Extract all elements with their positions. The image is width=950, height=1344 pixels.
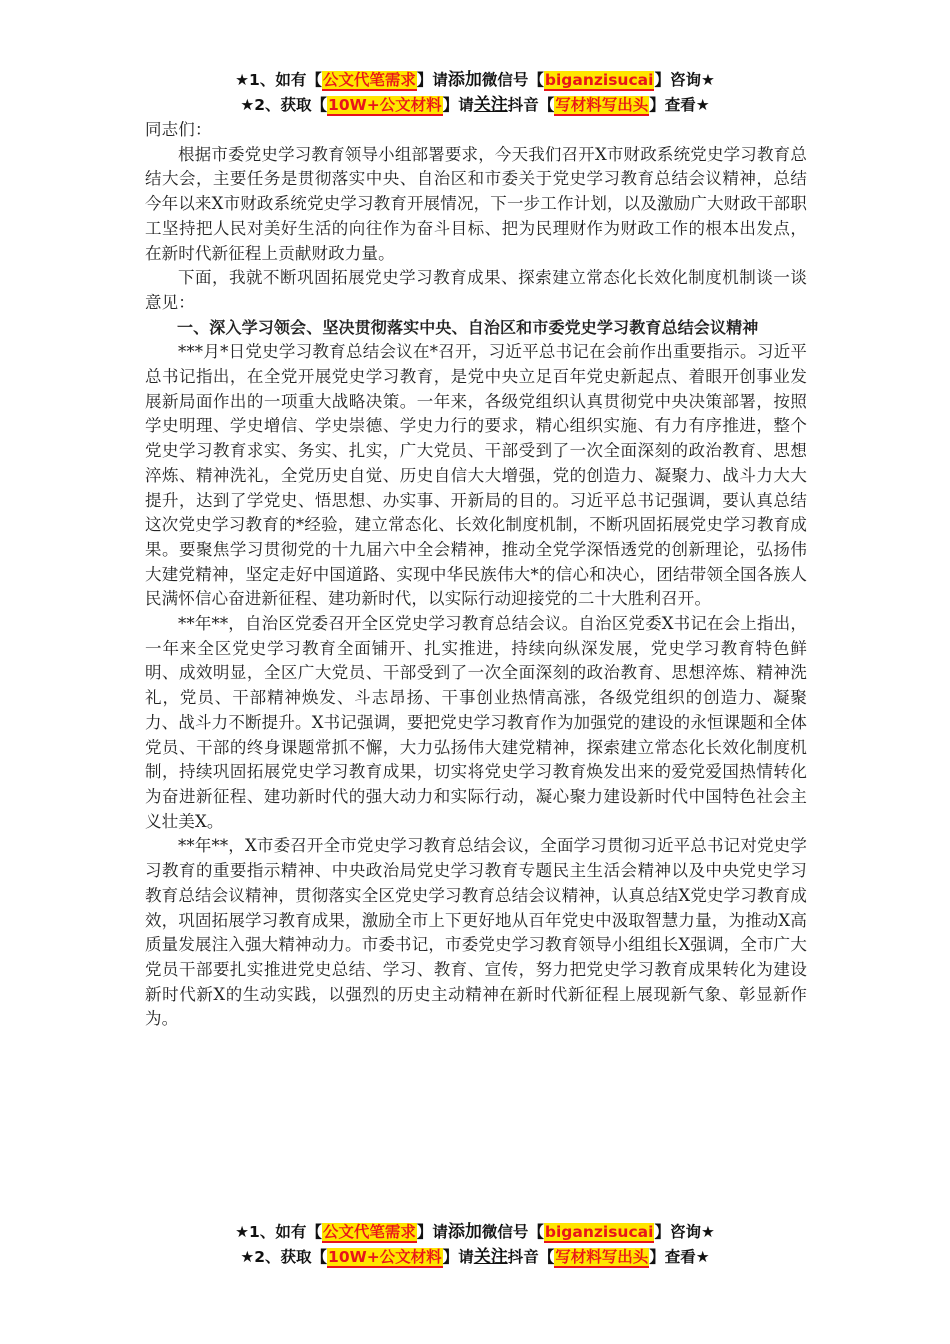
promo-emphasis: 添加: [447, 70, 482, 90]
promo-text: ★1、如有【: [235, 1223, 322, 1241]
promo-line-1: [100, 1220, 850, 1245]
promo-line-1: [100, 68, 850, 93]
promo-line-2: [100, 1245, 850, 1270]
promo-text: 】查看★: [649, 96, 710, 114]
promo-text: 】请: [416, 1223, 448, 1241]
promo-text: ★2、获取【: [240, 1248, 328, 1266]
intro-paragraph: 根据市委党史学习教育领导小组部署要求，今天我们召开X市财政系统党史学习教育总结大会，主要任务是贯彻落实中央、自治区和市委关于党史学习教育总结会议精神，总结今年以来X市财政系统党史学习教育开展情况，下一步工作计划，以及激励广大财政干部职工坚持把人民对美好生活的向往作为奋斗目标、把为民理财作为财政工作的根本出发点，在新时代新征程上贡献财政力量。: [145, 144, 807, 263]
promo-line-2: [100, 93, 850, 118]
promo-emphasis: 添加: [447, 1222, 482, 1242]
promo-text: 】请: [442, 96, 474, 114]
promo-text: 】咨询★: [654, 71, 715, 89]
promo-text: 抖音【: [507, 96, 555, 114]
promo-highlight: 公文代笔需求: [322, 71, 416, 89]
transition-paragraph: 下面，我就不断巩固拓展党史学习教育成果、探索建立常态化长效化制度机制谈一谈意见：: [145, 268, 807, 312]
promo-text: 】咨询★: [654, 1223, 715, 1241]
promo-text: 抖音【: [507, 1248, 555, 1266]
wechat-id-highlight: biganzisucai: [544, 1223, 654, 1241]
promo-banner-top: [100, 68, 850, 118]
promo-text: 】查看★: [649, 1248, 710, 1266]
promo-highlight: 10W+公文材料: [328, 96, 442, 114]
promo-text: ★2、获取【: [240, 96, 328, 114]
promo-highlight: 公文代笔需求: [322, 1223, 416, 1241]
promo-banner-bottom: [100, 1220, 850, 1270]
salutation: 同志们：: [145, 120, 212, 139]
promo-text: ★1、如有【: [235, 71, 322, 89]
paragraph-city-meeting: **年**，X市委召开全市党史学习教育总结会议，全面学习贯彻习近平总书记对党史学习教育的重要指示精神、中央政治局党史学习教育专题民主生活会精神以及中央党史学习教育总结会议精神，贯彻落实全区党史学习教育总结会议精神，认真总结X党史学习教育成效，巩固拓展学习教育成果，激励全市上下更好地从百年党史中汲取智慧力量，为推动X高质量发展注入强大精神动力。市委书记，市委党史学习教育领导小组组长X强调，全市广大党员干部要扎实推进党史总结、学习、教育、宣传，努力把党史学习教育成果转化为建设新时代新X的生动实践，以强烈的历史主动精神在新时代新征程上展现新气象、彰显新作为。: [145, 836, 807, 1029]
douyin-id-highlight: 写材料写出头: [555, 96, 649, 114]
promo-emphasis: 关注: [473, 1247, 508, 1267]
promo-text: 】请: [416, 71, 448, 89]
promo-text: 】请: [442, 1248, 474, 1266]
section-heading: 一、深入学习领会、坚决贯彻落实中央、自治区和市委党史学习教育总结会议精神: [177, 317, 759, 337]
document-body: [145, 118, 807, 1032]
paragraph-central-meeting: ***月*日党史学习教育总结会议在*召开，习近平总书记在会前作出重要指示。习近平总书记指出，在全党开展党史学习教育，是党中央立足百年党史新起点、着眼开创事业发展新局面作出的一项重大战略决策。一年来，各级党组织认真贯彻党中央决策部署，按照学史明理、学史增信、学史崇德、学史力行的要求，精心组织实施、有力有序推进，整个党史学习教育求实、务实、扎实，广大党员、干部受到了一次全面深刻的政治教育、思想淬炼、精神洗礼，全党历史自觉、历史自信大大增强，党的创造力、凝聚力、战斗力大大提升，达到了学党史、悟思想、办实事、开新局的目的。习近平总书记强调，要认真总结这次党史学习教育的*经验，建立常态化、长效化制度机制，不断巩固拓展党史学习教育成果。要聚焦学习贯彻党的十九届六中全会精神，推动全党学深悟透党的创新理论，弘扬伟大建党精神，坚定走好中国道路、实现中华民族伟大*的信心和决心，团结带领全国各族人民满怀信心奋进新征程、建功新时代，以实际行动迎接党的二十大胜利召开。: [145, 342, 807, 609]
paragraph-region-meeting: **年**，自治区党委召开全区党史学习教育总结会议。自治区党委X书记在会上指出，一年来全区党史学习教育全面铺开、扎实推进，持续向纵深发展，党史学习教育特色鲜明、成效明显，全区广大党员、干部受到了一次全面深刻的政治教育、思想淬炼、精神洗礼，党员、干部精神焕发、斗志昂扬、干事创业热情高涨，各级党组织的创造力、凝聚力、战斗力不断提升。X书记强调，要把党史学习教育作为加强党的建设的永恒课题和全体党员、干部的终身课题常抓不懈，大力弘扬伟大建党精神，探索建立常态化长效化制度机制，持续巩固拓展党史学习教育成果，切实将党史学习教育焕发出来的爱党爱国热情转化为奋进新征程、建功新时代的强大动力和实际行动，凝心聚力建设新时代中国特色社会主义壮美X。: [145, 614, 807, 831]
promo-text: 微信号【: [481, 1223, 544, 1241]
promo-highlight: 10W+公文材料: [328, 1248, 442, 1266]
promo-text: 微信号【: [481, 71, 544, 89]
promo-emphasis: 关注: [473, 95, 508, 115]
wechat-id-highlight: biganzisucai: [544, 71, 654, 89]
douyin-id-highlight: 写材料写出头: [555, 1248, 649, 1266]
